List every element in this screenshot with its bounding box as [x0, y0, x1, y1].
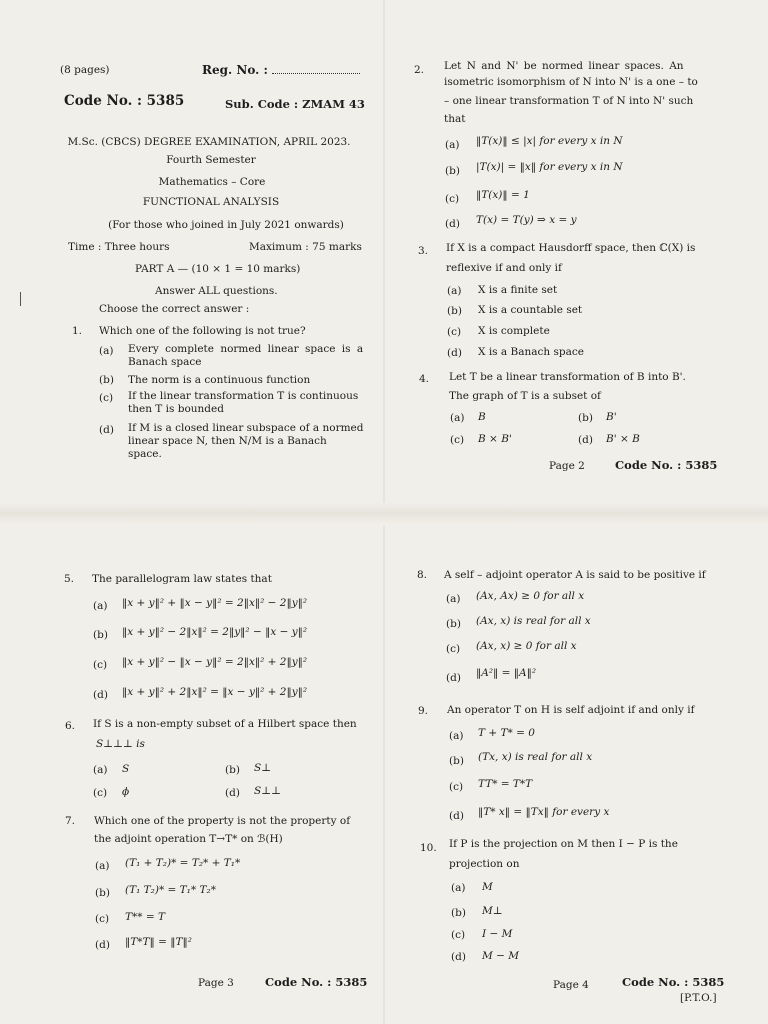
pages-note: (8 pages): [60, 64, 110, 76]
q6-a-option: S: [122, 763, 130, 775]
q9-a-label: (a): [449, 730, 464, 742]
q3-line2: reflexive if and only if: [446, 262, 562, 274]
q7-line2: the adjoint operation T→T* on ℬ(H): [94, 833, 283, 845]
batch-note: (For those who joined in July 2021 onwards): [108, 219, 344, 231]
q6-number: 6.: [65, 720, 76, 732]
q4-a-option: B: [478, 411, 486, 423]
q10-c-label: (c): [451, 929, 466, 941]
q1-d-line2: linear space N, then N/M is a Banach: [128, 435, 327, 447]
subject: Mathematics – Core: [158, 176, 266, 188]
q7-d-label: (d): [95, 939, 110, 951]
q1-text: Which one of the following is not true?: [99, 325, 306, 337]
q6-c-label: (c): [93, 787, 108, 799]
q2-b-option: |T(x)| = ‖x‖ for every x in N: [476, 161, 623, 173]
q1-b-line1: The norm is a continuous function: [128, 374, 311, 386]
paper-title: FUNCTIONAL ANALYSIS: [142, 196, 280, 208]
q6-line1: If S is a non-empty subset of a Hilbert space then: [93, 718, 357, 730]
q9-text: An operator T on H is self adjoint if and only if: [447, 704, 695, 716]
q4-c-label: (c): [450, 434, 465, 446]
q7-d-option: ‖T*T‖ = ‖T‖²: [125, 936, 192, 948]
q3-c-option: X is complete: [478, 325, 550, 337]
q2-number: 2.: [414, 64, 425, 76]
q9-a-option: T + T* = 0: [478, 727, 535, 739]
fold-line-horizontal: [0, 503, 768, 525]
q4-b-label: (b): [578, 412, 593, 424]
time: Time : Three hours: [68, 241, 170, 253]
q2-d-label: (d): [445, 218, 460, 230]
q3-a-option: X is a finite set: [478, 284, 558, 296]
q1-d-line1: If M is a closed linear subspace of a normed: [128, 422, 364, 434]
q7-c-label: (c): [95, 913, 110, 925]
q7-a-option: (T₁ + T₂)* = T₂* + T₁*: [125, 857, 241, 869]
q8-c-label: (c): [446, 643, 461, 655]
q1-d-line3: space.: [128, 448, 162, 460]
q5-b-label: (b): [93, 629, 108, 641]
semester: Fourth Semester: [166, 154, 256, 166]
q1-c-line1: If the linear transformation T is continuous: [128, 390, 359, 402]
q2-b-label: (b): [445, 165, 460, 177]
q10-c-option: I − M: [482, 928, 513, 940]
q1-a-label: (a): [99, 345, 114, 357]
q2-c-label: (c): [445, 193, 460, 205]
code-no: Code No. : 5385: [64, 93, 185, 109]
q6-c-option: ϕ: [122, 786, 130, 798]
q6-b-label: (b): [225, 764, 240, 776]
q2-line3: – one linear transformation T of N into N' such: [444, 95, 694, 107]
q3-d-label: (d): [447, 347, 462, 359]
q5-a-label: (a): [93, 600, 108, 612]
reg-no-blank: [272, 64, 360, 74]
q10-b-label: (b): [451, 907, 466, 919]
reg-no-label: [202, 64, 360, 77]
q6-a-label: (a): [93, 764, 108, 776]
q8-a-label: (a): [446, 593, 461, 605]
q5-d-option: ‖x + y‖² + 2‖x‖² = ‖x − y‖² + 2‖y‖²: [122, 686, 308, 698]
q3-d-option: X is a Banach space: [478, 346, 584, 358]
q2-a-label: (a): [445, 139, 460, 151]
q8-text: A self – adjoint operator A is said to be positive if: [444, 569, 706, 581]
q9-c-label: (c): [449, 781, 464, 793]
q10-d-option: M − M: [482, 950, 519, 962]
q5-b-option: ‖x + y‖² − 2‖x‖² = 2‖y‖² − ‖x − y‖²: [122, 626, 308, 638]
q8-b-option: (Ax, x) is real for all x: [476, 615, 591, 627]
q5-c-option: ‖x + y‖² − ‖x − y‖² = 2‖x‖² + 2‖y‖²: [122, 656, 308, 668]
q8-c-option: (Ax, x) ≥ 0 for all x: [476, 640, 577, 652]
q3-line1: If X is a compact Hausdorff space, then ℂ(X) is: [446, 242, 696, 254]
margin-mark: [20, 292, 21, 306]
q9-d-option: ‖T* x‖ = ‖Tx‖ for every x: [478, 806, 610, 818]
q4-d-option: B' × B: [606, 433, 640, 445]
q7-c-option: T** = T: [125, 911, 165, 923]
q10-a-label: (a): [451, 882, 466, 894]
q2-d-option: T(x) = T(y) ⇒ x = y: [476, 214, 577, 226]
q8-d-label: (d): [446, 672, 461, 684]
choose-instruction: Choose the correct answer :: [99, 303, 250, 315]
q2-c-option: ‖T(x)‖ = 1: [476, 189, 530, 201]
q1-c-label: (c): [99, 392, 114, 404]
q4-line1: Let T be a linear transformation of B into B'.: [449, 371, 686, 383]
q2-line1: Let N and N' be normed linear spaces. An: [444, 60, 684, 72]
pto-note: [P.T.O.]: [680, 992, 717, 1004]
page4-footer-page: Page 4: [553, 979, 589, 991]
q3-b-label: (b): [447, 305, 462, 317]
q8-b-label: (b): [446, 618, 461, 630]
page3-footer-code: Code No. : 5385: [265, 975, 368, 989]
q1-c-line2: then T is bounded: [128, 403, 224, 415]
q3-c-label: (c): [447, 326, 462, 338]
q9-number: 9.: [418, 705, 429, 717]
q8-a-option: (Ax, Ax) ≥ 0 for all x: [476, 590, 585, 602]
q1-b-label: (b): [99, 374, 114, 386]
q7-line1: Which one of the property is not the property of: [94, 815, 351, 827]
q9-b-label: (b): [449, 755, 464, 767]
q2-a-option: ‖T(x)‖ ≤ |x| for every x in N: [476, 135, 623, 147]
q10-a-option: M: [482, 881, 493, 893]
sub-code: Sub. Code : ZMAM 43: [225, 97, 365, 111]
q9-d-label: (d): [449, 810, 464, 822]
q8-d-option: ‖A²‖ = ‖A‖²: [476, 667, 537, 679]
q1-number: 1.: [72, 325, 83, 337]
exam-title: M.Sc. (CBCS) DEGREE EXAMINATION, APRIL 2023.: [67, 136, 351, 148]
q7-a-label: (a): [95, 860, 110, 872]
q3-b-option: X is a countable set: [478, 304, 583, 316]
q10-line2: projection on: [449, 858, 520, 870]
max-marks: Maximum : 75 marks: [249, 241, 362, 253]
q7-b-option: (T₁ T₂)* = T₁* T₂*: [125, 884, 216, 896]
q2-line2: isometric isomorphism of N into N' is a one – to: [444, 76, 698, 88]
q10-d-label: (d): [451, 951, 466, 963]
q6-line2: S⊥⊥⊥ is: [96, 738, 145, 750]
q5-c-label: (c): [93, 659, 108, 671]
q7-b-label: (b): [95, 887, 110, 899]
q9-b-option: (Tx, x) is real for all x: [478, 751, 593, 763]
page2-footer-code: Code No. : 5385: [615, 458, 718, 472]
q10-line1: If P is the projection on M then I − P is the: [449, 838, 678, 850]
q6-d-option: S⊥⊥: [254, 785, 281, 797]
q10-b-option: M⊥: [482, 905, 503, 917]
part-a-heading: PART A — (10 × 1 = 10 marks): [135, 263, 301, 275]
page2-footer-page: Page 2: [549, 460, 585, 472]
q4-line2: The graph of T is a subset of: [449, 390, 601, 402]
q10-number: 10.: [420, 842, 437, 854]
q5-text: The parallelogram law states that: [92, 573, 272, 585]
q8-number: 8.: [417, 569, 428, 581]
answer-all: Answer ALL questions.: [155, 285, 278, 297]
q5-number: 5.: [64, 573, 75, 585]
q3-a-label: (a): [447, 285, 462, 297]
q4-number: 4.: [419, 373, 430, 385]
q1-a-line1: Every complete normed linear space is a: [128, 343, 364, 355]
q1-a-line2: Banach space: [128, 356, 202, 368]
q4-c-option: B × B': [478, 433, 512, 445]
q5-a-option: ‖x + y‖² + ‖x − y‖² = 2‖x‖² − 2‖y‖²: [122, 597, 308, 609]
q4-a-label: (a): [450, 412, 465, 424]
q4-d-label: (d): [578, 434, 593, 446]
q3-number: 3.: [418, 245, 429, 257]
q1-d-label: (d): [99, 424, 114, 436]
reg-no-text: Reg. No. :: [202, 63, 268, 77]
q2-line4: that: [444, 113, 466, 125]
q4-b-option: B': [606, 411, 617, 423]
page3-footer-page: Page 3: [198, 977, 234, 989]
page4-footer-code: Code No. : 5385: [622, 975, 725, 989]
q9-c-option: TT* = T*T: [478, 778, 533, 790]
q5-d-label: (d): [93, 689, 108, 701]
q7-number: 7.: [65, 815, 76, 827]
q6-d-label: (d): [225, 787, 240, 799]
q6-b-option: S⊥: [254, 762, 272, 774]
